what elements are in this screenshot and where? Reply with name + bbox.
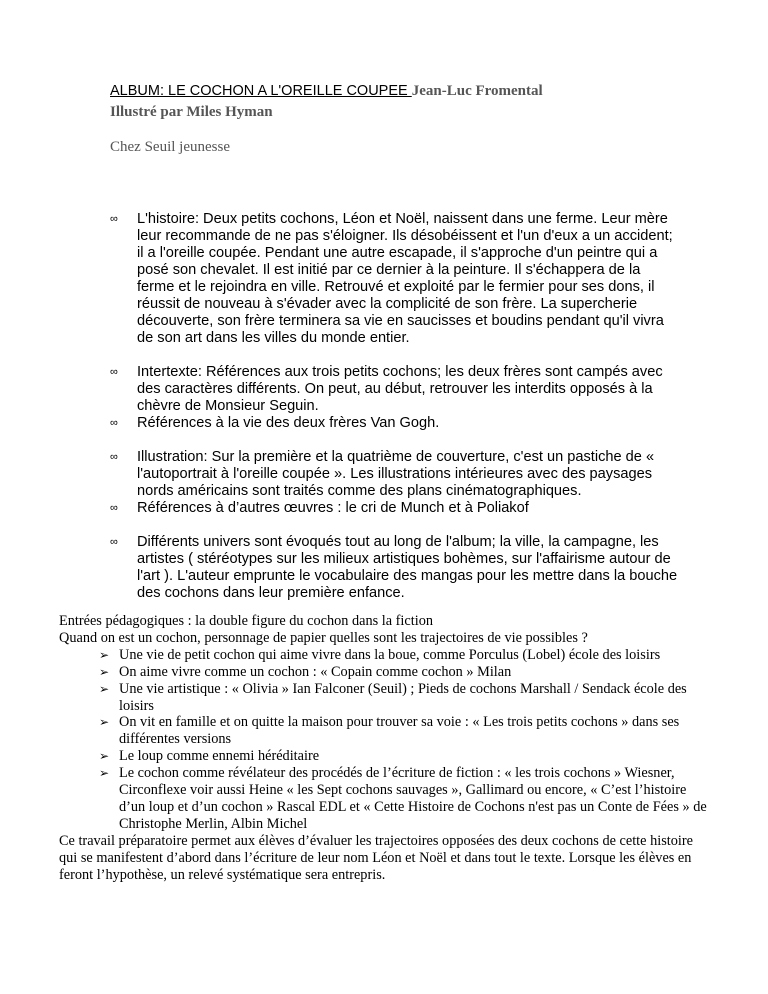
bullet-text: Intertexte: Références aux trois petits cochons; les deux frères sont campés avec des caractères différents. On peut, au début, retrouver les interdits opposés à la chèvre de Monsieur Seguin.: [137, 364, 663, 414]
list-item-text: Le loup comme ennemi héréditaire: [119, 748, 320, 765]
author-name: Jean-Luc Fromental: [411, 83, 543, 99]
bullet-item: [110, 211, 680, 347]
bullet-text: Références à d’autres œuvres : le cri de Munch et à Poliakof: [137, 500, 529, 516]
analysis-list: [110, 211, 680, 619]
pedagogy-question: Quand on est un cochon, personnage de papier quelles sont les trajectoires de vie possibles ?: [59, 629, 588, 646]
list-item: [59, 647, 709, 664]
list-item: [59, 714, 709, 748]
list-item: [59, 681, 709, 715]
bullet-text: Références à la vie des deux frères Van Gogh.: [137, 415, 440, 431]
bullet-group-histoire: [110, 211, 680, 347]
arrow-bullet-icon: ➢: [99, 715, 110, 730]
list-item-text: Le cochon comme révélateur des procédés de l’écriture de fiction : « les trois cochons » Wiesner, Circonflexe voir aussi Heine « les Sept cochons sauvages », Gallimard ou encore, « C’est l’histoire d’un loup et d’un cochon » Rascal EDL et « Cette Histoire de Cochons n'est pas un Conte de Fées » de Christophe Merlin, Albin Michel: [119, 765, 707, 832]
pedagogy-section: [59, 613, 709, 884]
arrow-bullet-icon: ➢: [99, 647, 110, 662]
bullet-group-intertexte: [110, 364, 680, 432]
pedagogy-heading: Entrées pédagogiques : la double figure du cochon dans la fiction: [59, 613, 433, 629]
infinity-bullet-icon: ∞: [110, 417, 118, 429]
publisher-line: Chez Seuil jeunesse: [110, 139, 230, 155]
infinity-bullet-icon: ∞: [110, 366, 118, 378]
arrow-bullet-icon: ➢: [99, 681, 110, 696]
bullet-item: [110, 500, 680, 517]
list-item-text: On aime vivre comme un cochon : « Copain comme cochon » Milan: [119, 663, 512, 680]
trajectory-list: [59, 647, 709, 833]
infinity-bullet-icon: ∞: [110, 213, 118, 225]
list-item: [59, 664, 709, 681]
conclusion-paragraph: Ce travail préparatoire permet aux élèves d’évaluer les trajectoires opposées des deux cochons de cette histoire qui se manifestent d’abord dans l’écriture de leur nom Léon et Noël et dans tout le texte. Lorsque les élèves en feront l’hypothèse, un relevé systématique sera entrepris.: [59, 832, 693, 883]
bullet-group-illustration: [110, 449, 680, 517]
list-item-text: Une vie artistique : « Olivia » Ian Falconer (Seuil) ; Pieds de cochons Marshall / Sendack école des loisirs: [119, 680, 687, 714]
album-title: ALBUM: LE COCHON A L'OREILLE COUPEE: [110, 83, 412, 99]
bullet-text: Différents univers sont évoqués tout au long de l'album; la ville, la campagne, les artistes ( stéréotypes sur les milieux artistiques bohèmes, sur l'affairisme autour de l'art ). L'auteur emprunte le vocabulaire des mangas pour les mettre dans la bouche des cochons dans leur première enfance.: [137, 534, 678, 601]
list-item-text: Une vie de petit cochon qui aime vivre dans la boue, comme Porculus (Lobel) école des loisirs: [119, 646, 661, 663]
title-line: [110, 81, 710, 102]
illustrator-line: Illustré par Miles Hyman: [110, 104, 273, 120]
bullet-item: [110, 534, 680, 602]
arrow-bullet-icon: ➢: [99, 749, 110, 764]
bullet-item: [110, 415, 680, 432]
document-header: [110, 81, 710, 157]
bullet-text: Illustration: Sur la première et la quatrième de couverture, c'est un pastiche de « l'autoportrait à l'oreille coupée ». Les illustrations intérieures avec des paysages nords américains sont traités comme des plans cinématographiques.: [137, 449, 655, 499]
list-item-text: On vit en famille et on quitte la maison pour trouver sa voie : « Les trois petits cochons » dans ses différentes versions: [119, 714, 680, 748]
bullet-text: L'histoire: Deux petits cochons, Léon et Noël, naissent dans une ferme. Leur mère leur recommande de ne pas s'éloigner. Ils désobéissent et l'un d'eux a un accident; il a l'oreille coupée. Pendant une autre escapade, il s'approche d'un peintre qui a posé son chevalet. Il est initié par ce dernier à la peinture. Il s'échappera de la ferme et le rejoindra en ville. Retrouvé et exploité par le fermier pour ses dons, il réussit de nouveau à s'évader avec la complicité de son frère. La supercherie découverte, son frère terminera sa vie en saucisses et boudins pendant qu'il vivra de son art dans les villes du monde entier.: [137, 211, 673, 346]
arrow-bullet-icon: ➢: [99, 766, 110, 781]
bullet-item: [110, 449, 680, 500]
infinity-bullet-icon: ∞: [110, 502, 118, 514]
arrow-bullet-icon: ➢: [99, 664, 110, 679]
bullet-group-univers: [110, 534, 680, 602]
infinity-bullet-icon: ∞: [110, 536, 118, 548]
infinity-bullet-icon: ∞: [110, 451, 118, 463]
list-item: [59, 748, 709, 765]
list-item: [59, 765, 709, 833]
bullet-item: [110, 364, 680, 415]
